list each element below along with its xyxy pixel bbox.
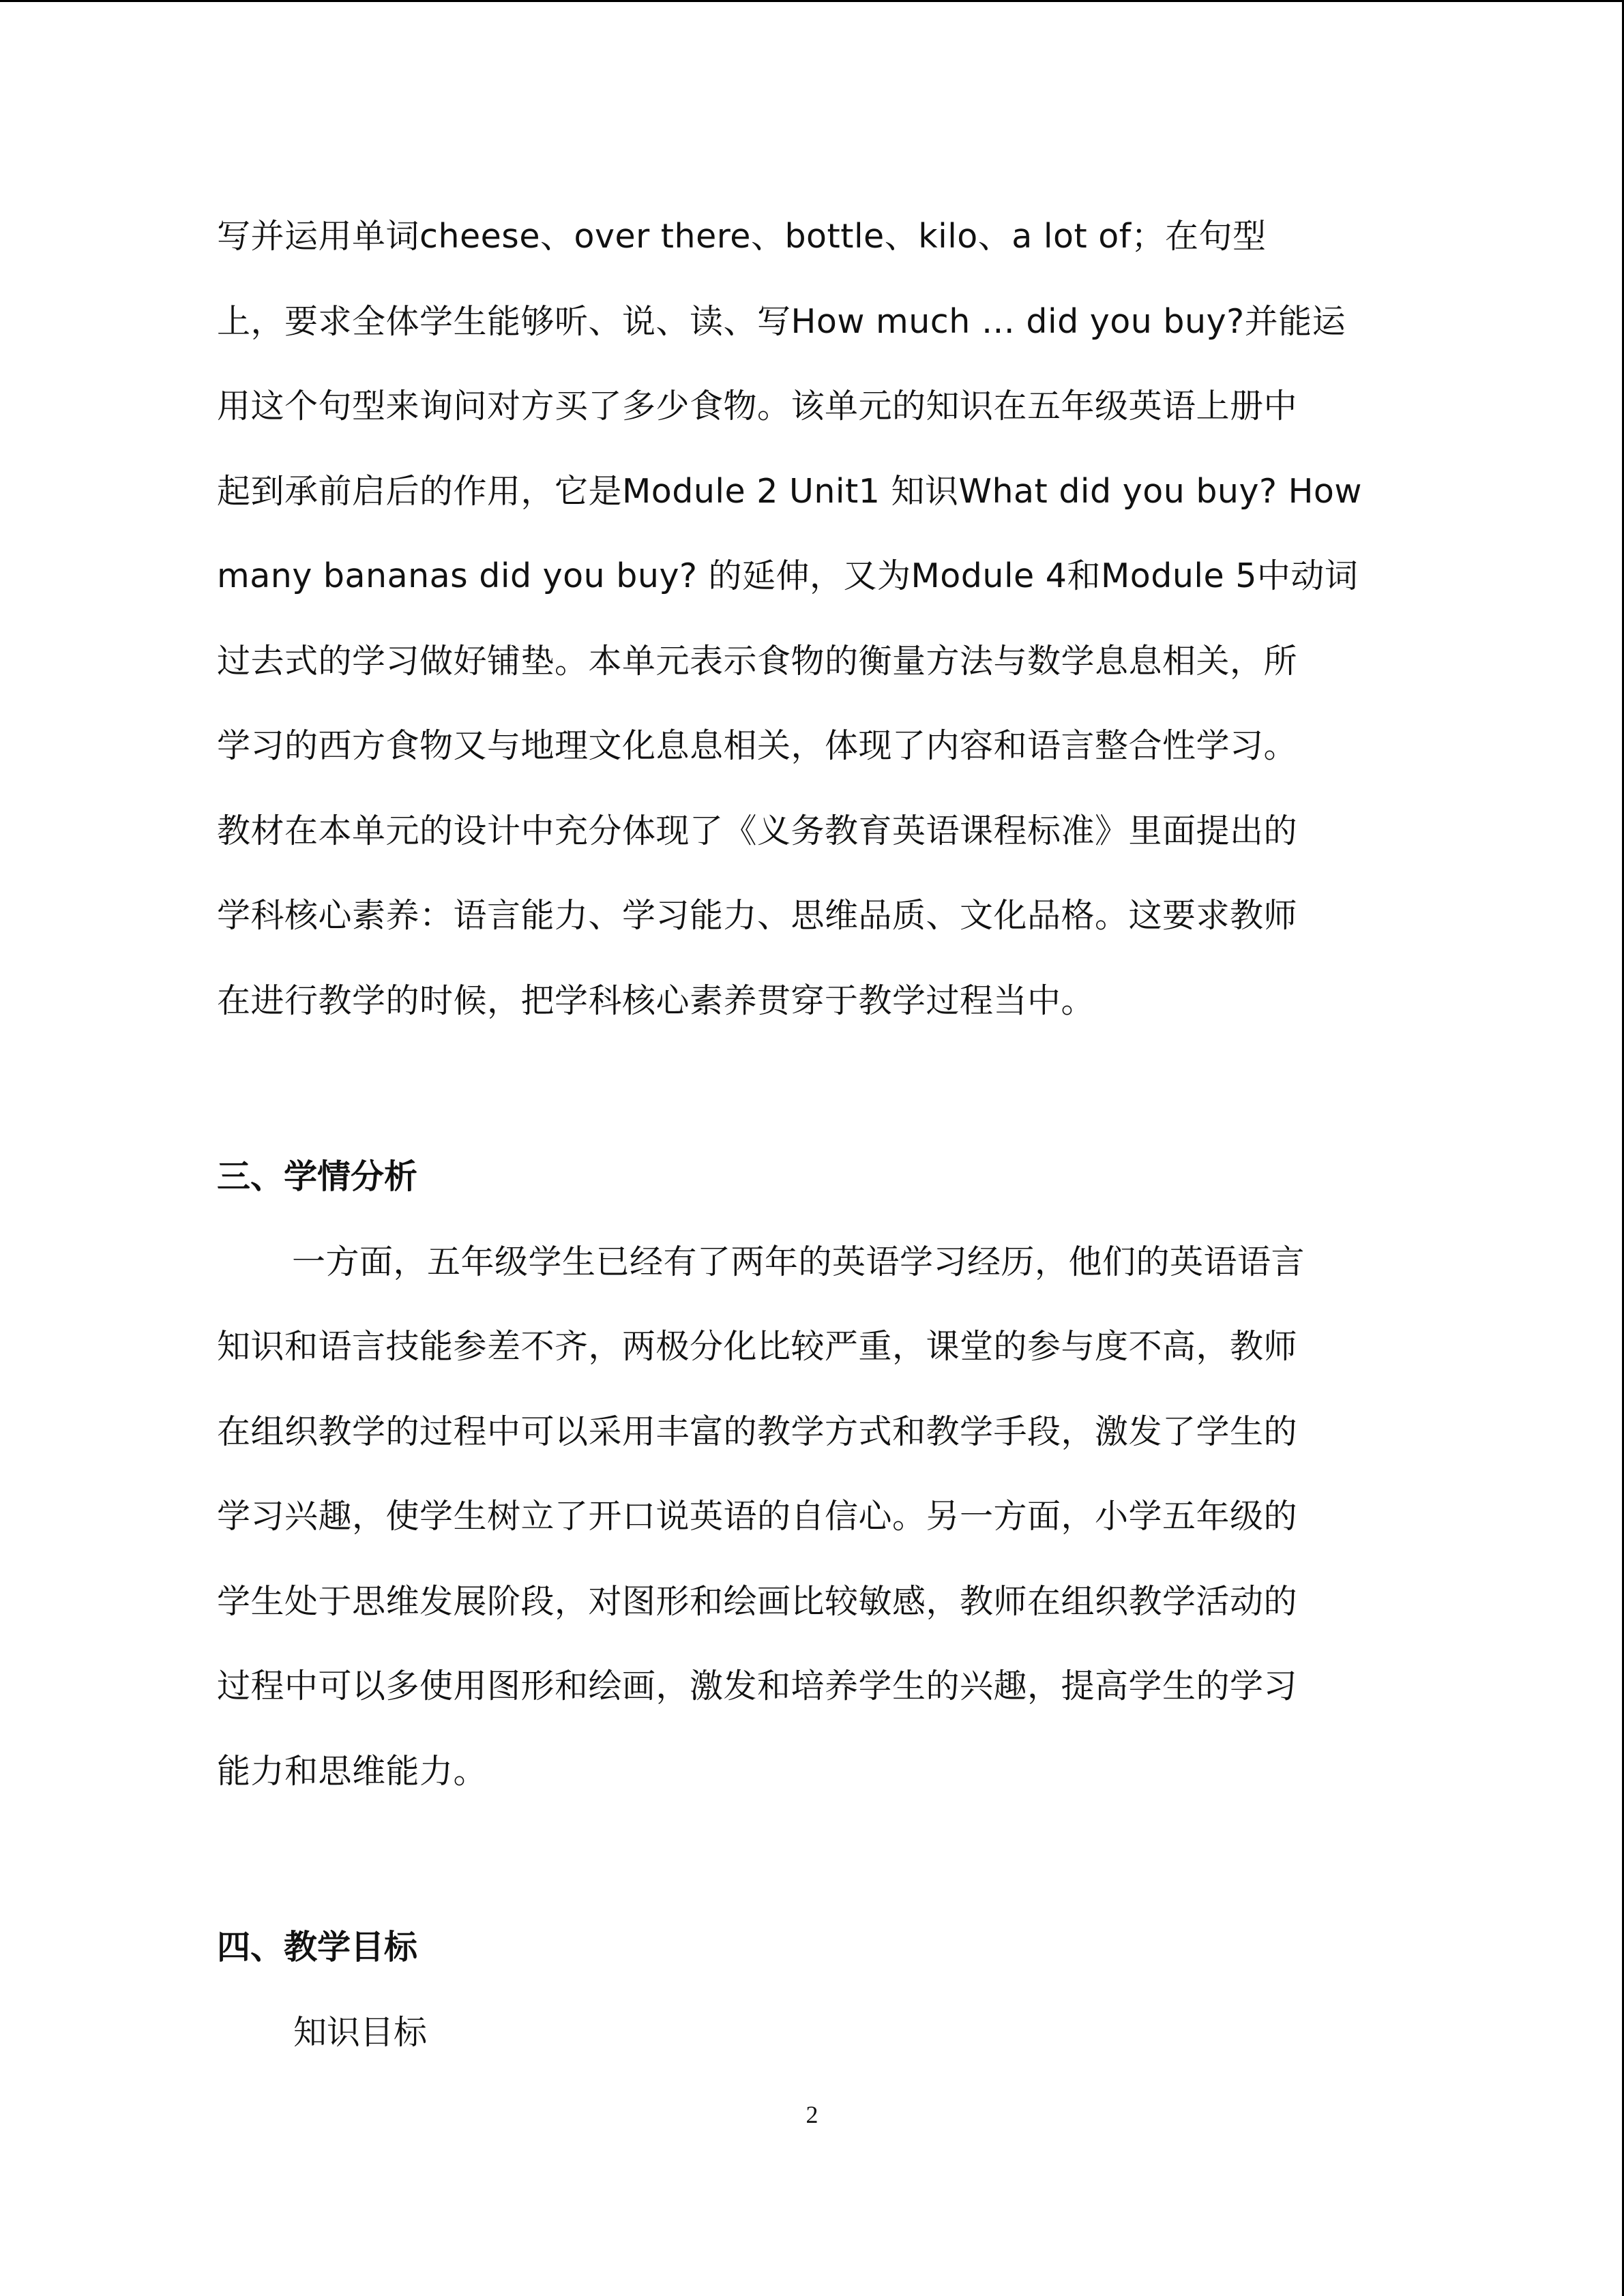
section-gap	[217, 1043, 1458, 1135]
section-heading: 四、教学目标	[217, 1928, 418, 1967]
text-line: 过去式的学习做好铺垫。本单元表示食物的衡量方法与数学息息相关，所	[217, 641, 1298, 681]
paragraph-textbook-analysis	[217, 194, 1458, 1043]
text-line: 一方面，五年级学生已经有了两年的英语学习经历，他们的英语语言	[292, 1242, 1305, 1281]
text-line: 过程中可以多使用图形和绘画，激发和培养学生的兴趣，提高学生的学习	[217, 1667, 1298, 1705]
section-gap	[217, 1814, 1458, 1905]
text-line: many bananas did you buy? 的延伸，又为Module 4和Module 5中动词	[217, 556, 1359, 595]
text-line: 在进行教学的时候，把学科核心素养贯穿于教学过程当中。	[217, 981, 1095, 1020]
text-line: 学生处于思维发展阶段，对图形和绘画比较敏感，教师在组织教学活动的	[217, 1581, 1298, 1621]
text-line: 教材在本单元的设计中充分体现了《义务教育英语课程标准》里面提出的	[217, 811, 1298, 850]
page-number: 2	[806, 2101, 818, 2128]
text-line: 用这个句型来询问对方买了多少食物。该单元的知识在五年级英语上册中	[217, 387, 1298, 426]
text-line: 上，要求全体学生能够听、说、读、写How much … did you buy?并能运	[217, 301, 1346, 341]
text-line: 学科核心素养：语言能力、学习能力、思维品质、文化品格。这要求教师	[217, 896, 1298, 935]
section-student-analysis	[217, 1135, 1458, 1814]
text-line: 写并运用单词cheese、over there、bottle、kilo、a lot of；在句型	[217, 217, 1267, 256]
text-line: 能力和思维能力。	[217, 1751, 488, 1791]
text-line: 学习兴趣，使学生树立了开口说英语的自信心。另一方面，小学五年级的	[217, 1497, 1298, 1536]
text-line: 在组织教学的过程中可以采用丰富的教学方式和教学手段，激发了学生的	[217, 1412, 1298, 1451]
section-teaching-goals	[217, 1905, 1458, 2075]
subsection-heading: 知识目标	[293, 2012, 428, 2052]
text-line: 起到承前启后的作用，它是Module 2 Unit1 知识What did you buy? How	[217, 471, 1362, 511]
section-heading: 三、学情分析	[217, 1157, 418, 1196]
text-line: 学习的西方食物又与地理文化息息相关，体现了内容和语言整合性学习。	[217, 726, 1298, 765]
text-line: 知识和语言技能参差不齐，两极分化比较严重，课堂的参与度不高，教师	[217, 1327, 1298, 1366]
page-body	[217, 194, 1458, 2075]
page-top-border	[0, 0, 1624, 2]
